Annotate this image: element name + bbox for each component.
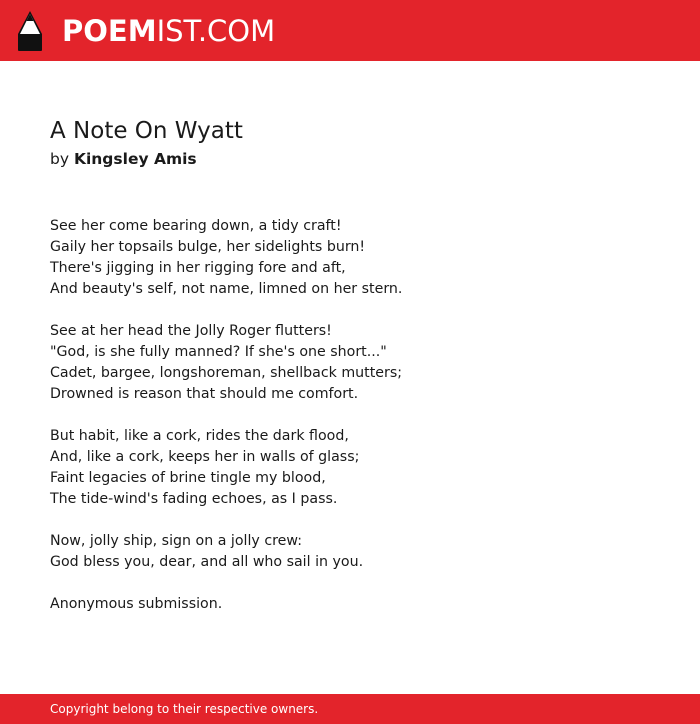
poem-line: The tide-wind's fading echoes, as I pass. bbox=[50, 491, 338, 507]
poem-line: "God, is she fully manned? If she's one short..." bbox=[50, 344, 387, 360]
poem-line: Drowned is reason that should me comfort. bbox=[50, 386, 359, 402]
site-footer bbox=[0, 694, 700, 724]
stanza bbox=[50, 321, 650, 405]
by-label: by bbox=[50, 150, 70, 168]
poem-content bbox=[50, 115, 650, 636]
poem-body bbox=[50, 216, 650, 615]
brand-light: IST.COM bbox=[156, 14, 276, 48]
copyright-text: Copyright belong to their respective owners. bbox=[50, 702, 319, 716]
poem-line: And, like a cork, keeps her in walls of glass; bbox=[50, 449, 360, 465]
poem-line: Now, jolly ship, sign on a jolly crew: bbox=[50, 533, 302, 549]
brand-strong: POEM bbox=[62, 14, 157, 48]
stanza bbox=[50, 426, 650, 510]
poem-line: Gaily her topsails bulge, her sidelights burn! bbox=[50, 239, 366, 255]
poem-line: See at her head the Jolly Roger flutters! bbox=[50, 323, 332, 339]
stanza bbox=[50, 531, 650, 573]
stanza bbox=[50, 216, 650, 300]
poem-byline bbox=[50, 147, 650, 171]
site-header bbox=[0, 0, 700, 61]
submission-note: Anonymous submission. bbox=[50, 596, 223, 612]
poem-line: Faint legacies of brine tingle my blood, bbox=[50, 470, 326, 486]
stanza bbox=[50, 594, 650, 615]
poem-line: See her come bearing down, a tidy craft! bbox=[50, 218, 342, 234]
site-logo-link[interactable] bbox=[16, 9, 275, 53]
pencil-icon bbox=[16, 10, 44, 52]
poem-line: Cadet, bargee, longshoreman, shellback mutters; bbox=[50, 365, 403, 381]
poem-line: There's jigging in her rigging fore and aft, bbox=[50, 260, 346, 276]
poem-line: And beauty's self, not name, limned on her stern. bbox=[50, 281, 403, 297]
site-brand bbox=[62, 9, 275, 53]
poem-line: God bless you, dear, and all who sail in you. bbox=[50, 554, 364, 570]
poem-title: A Note On Wyatt bbox=[50, 118, 243, 144]
poem-line: But habit, like a cork, rides the dark flood, bbox=[50, 428, 349, 444]
author-name[interactable]: Kingsley Amis bbox=[73, 150, 197, 168]
